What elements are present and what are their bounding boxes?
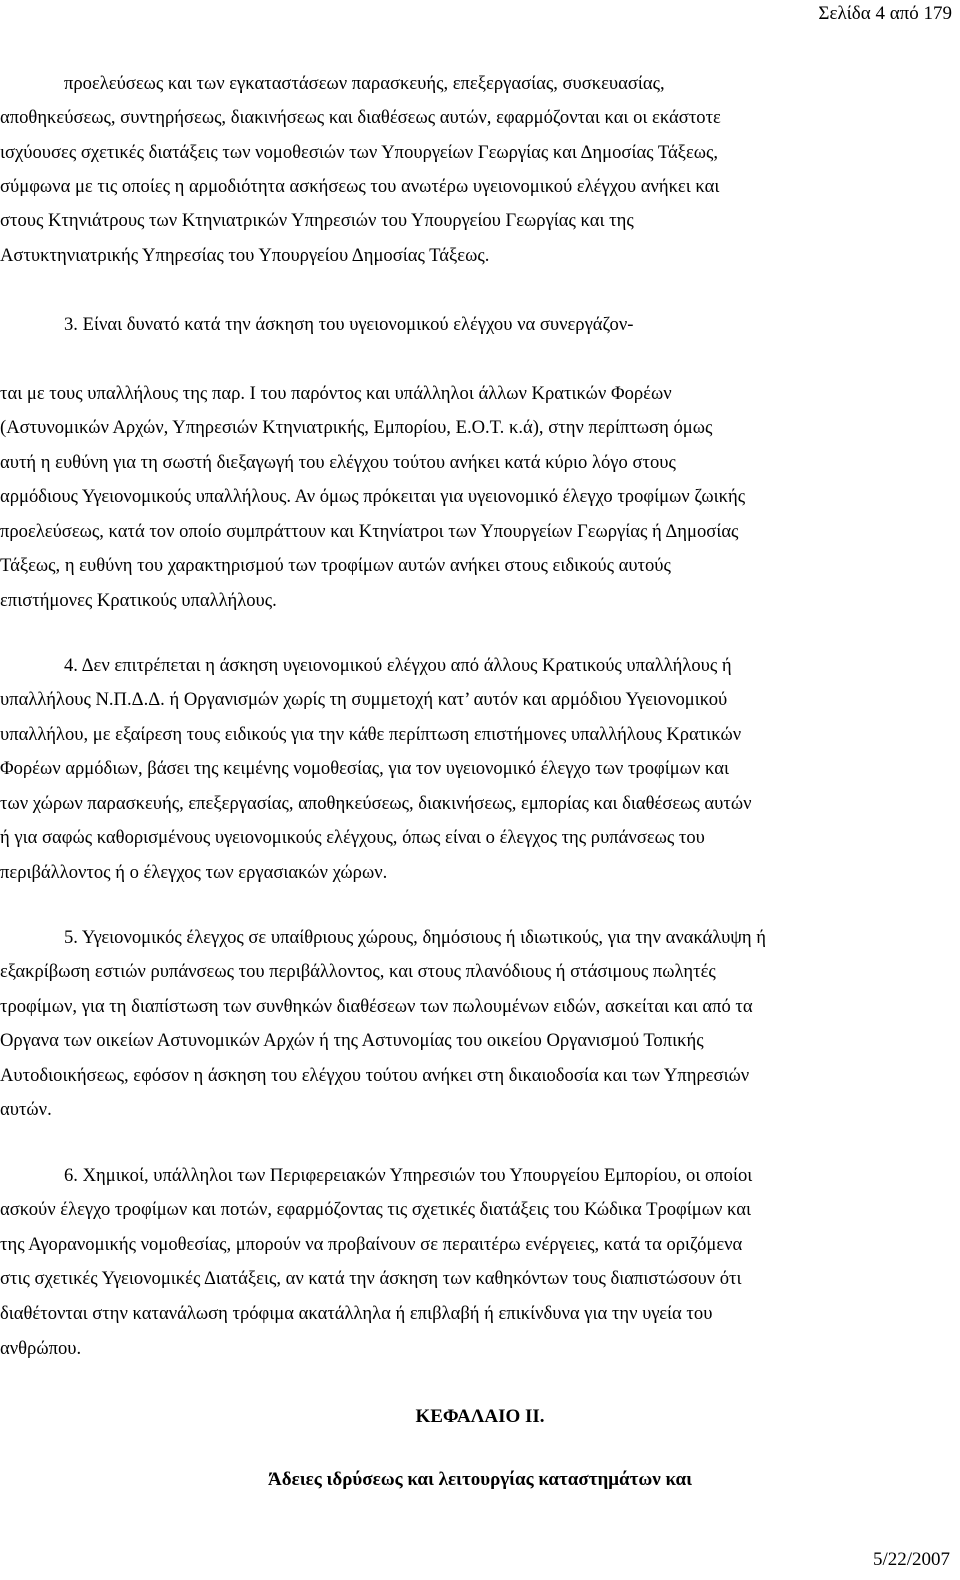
page-footer-date: 5/22/2007	[872, 1549, 950, 1570]
paragraph-4-line: αυτών.	[0, 1099, 52, 1120]
paragraph-3-line: 4. Δεν επιτρέπεται η άσκηση υγειονομικού ελέγχου από άλλους Κρατικούς υπαλλήλους ή	[64, 655, 732, 676]
paragraph-1-line: Αστυκτηνιατρικής Υπηρεσίας του Υπουργείου Δημοσίας Τάξεως.	[0, 245, 490, 266]
chapter-subtitle: Άδειες ιδρύσεως και λειτουργίας καταστημάτων και	[268, 1469, 692, 1490]
paragraph-2-line: επιστήμονες Κρατικούς υπαλλήλους.	[0, 590, 277, 611]
paragraph-4-line: 5. Υγειονομικός έλεγχος σε υπαίθριους χώρους, δημόσιους ή ιδιωτικούς, για την ανακάλυψη ή	[64, 927, 767, 948]
paragraph-1-line: ισχύουσες σχετικές διατάξεις των νομοθεσιών των Υπουργείων Γεωργίας και Δημοσίας Τάξεως,	[0, 142, 719, 163]
paragraph-2-line: ται με τους υπαλλήλους της παρ. Ι του παρόντος και υπάλληλοι άλλων Κρατικών Φορέων	[0, 383, 672, 404]
paragraph-4-line: Αυτοδιοικήσεως, εφόσον η άσκηση του ελέγχου τούτου ανήκει στη δικαιοδοσία και των Υπηρεσιών	[0, 1065, 750, 1086]
paragraph-1-line: στους Κτηνιάτρους των Κτηνιατρικών Υπηρεσιών του Υπουργείου Γεωργίας και της	[0, 210, 634, 231]
paragraph-2-line: προελεύσεως, κατά τον οποίο συμπράττουν και Κτηνίατροι των Υπουργείων Γεωργίας ή Δημοσίας	[0, 521, 739, 542]
paragraph-5-line: ανθρώπου.	[0, 1338, 82, 1359]
paragraph-3-line: περιβάλλοντος ή ο έλεγχος των εργασιακών χώρων.	[0, 862, 388, 883]
paragraph-2-line: (Αστυνομικών Αρχών, Υπηρεσιών Κτηνιατρικής, Εμπορίου, Ε.Ο.Τ. κ.ά), στην περίπτωση όμως	[0, 417, 713, 438]
paragraph-3-line: υπαλλήλου, με εξαίρεση τους ειδικούς για την κάθε περίπτωση επιστήμονες υπαλλήλους Κρατικών	[0, 724, 742, 745]
paragraph-3-line: Φορέων αρμόδιων, βάσει της κειμένης νομοθεσίας, για τον υγειονομικό έλεγχο των τροφίμων και	[0, 758, 729, 779]
paragraph-2-line: αυτή η ευθύνη για τη σωστή διεξαγωγή του ελέγχου τούτου ανήκει κατά κύριο λόγο στους	[0, 452, 676, 473]
paragraph-5-line: στις σχετικές Υγειονομικές Διατάξεις, αν κατά την άσκηση των καθηκόντων τους διαπιστώσουν ότι	[0, 1268, 742, 1289]
chapter-title: ΚΕΦΑΛΑΙΟ ΙΙ.	[415, 1406, 545, 1427]
paragraph-5-line: διαθέτονται στην κατανάλωση τρόφιμα ακατάλληλα ή επιβλαβή ή επικίνδυνα για την υγεία του	[0, 1303, 713, 1324]
paragraph-1-line: σύμφωνα με τις οποίες η αρμοδιότητα ασκήσεως του ανωτέρω υγειονομικού ελέγχου ανήκει και	[0, 176, 720, 197]
paragraph-2-line: 3. Είναι δυνατό κατά την άσκηση του υγειονομικού ελέγχου να συνεργάζον-	[64, 314, 634, 335]
paragraph-4-line: Οργανα των οικείων Αστυνομικών Αρχών ή της Αστυνομίας του οικείου Οργανισμού Τοπικής	[0, 1030, 704, 1051]
page-number-header: Σελίδα 4 από 179	[818, 3, 952, 24]
paragraph-3-line: υπαλλήλους Ν.Π.Δ.Δ. ή Οργανισμών χωρίς τη συμμετοχή κατ’ αυτόν και αρμόδιου Υγειονομικού	[0, 689, 728, 710]
paragraph-2-line: αρμόδιους Υγειονομικούς υπαλλήλους. Αν όμως πρόκειται για υγειονομικό έλεγχο τροφίμων ζωικής	[0, 486, 746, 507]
paragraph-3-line: ή για σαφώς καθορισμένους υγειονομικούς ελέγχους, όπως είναι ο έλεγχος της ρυπάνσεως του	[0, 827, 705, 848]
paragraph-2-line: Τάξεως, η ευθύνη του χαρακτηρισμού των τροφίμων αυτών ανήκει στους ειδικούς αυτούς	[0, 555, 671, 576]
paragraph-1-line: προελεύσεως και των εγκαταστάσεων παρασκευής, επεξεργασίας, συσκευασίας,	[64, 73, 665, 94]
paragraph-4-line: εξακρίβωση εστιών ρυπάνσεως του περιβάλλοντος, και στους πλανόδιους ή στάσιμους πωλητές	[0, 961, 716, 982]
paragraph-5-line: 6. Χημικοί, υπάλληλοι των Περιφερειακών Υπηρεσιών του Υπουργείου Εμπορίου, οι οποίοι	[64, 1165, 753, 1186]
paragraph-5-line: της Αγορανομικής νομοθεσίας, μπορούν να προβαίνουν σε περαιτέρω ενέργειες, κατά τα οριζόμενα	[0, 1234, 743, 1255]
paragraph-5-line: ασκούν έλεγχο τροφίμων και ποτών, εφαρμόζοντας τις σχετικές διατάξεις του Κώδικα Τροφίμων και	[0, 1199, 751, 1220]
paragraph-1-line: αποθηκεύσεως, συντηρήσεως, διακινήσεως και διαθέσεως αυτών, εφαρμόζονται και οι εκάστοτε	[0, 107, 721, 128]
paragraph-4-line: τροφίμων, για τη διαπίστωση των συνθηκών διαθέσεων των πωλουμένων ειδών, ασκείται και από τα	[0, 996, 753, 1017]
paragraph-3-line: των χώρων παρασκευής, επεξεργασίας, αποθηκεύσεως, διακινήσεως, εμπορίας και διαθέσεως αυτών	[0, 793, 752, 814]
